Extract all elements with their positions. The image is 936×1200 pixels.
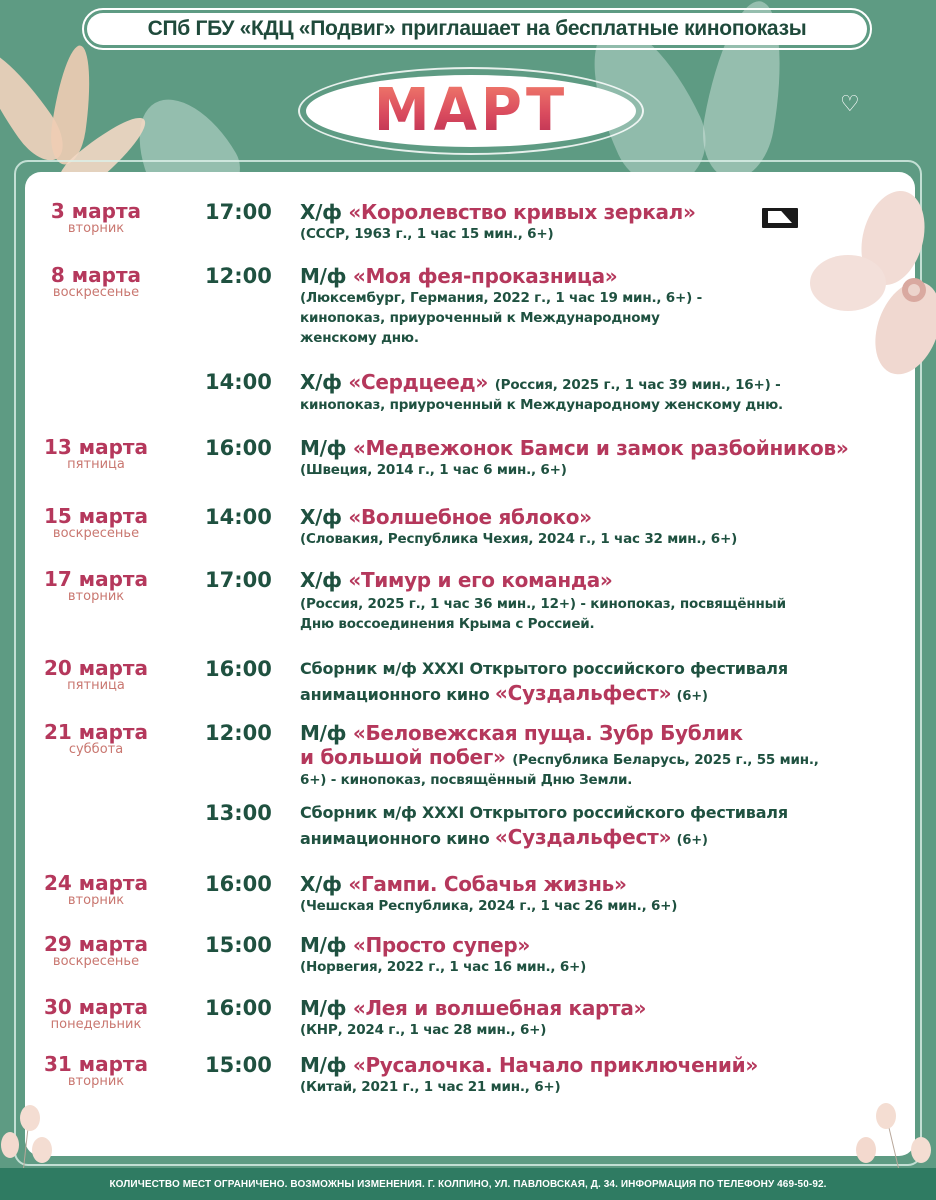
film-title: и большой побег» <box>300 745 506 769</box>
film-details: 6+) - кинопоказ, посвящённый Дню Земли. <box>300 772 633 788</box>
film-type: М/ф <box>300 933 347 957</box>
time: 15:00 <box>205 1053 272 1077</box>
film-title: «Русалочка. Начало приключений» <box>352 1053 758 1077</box>
date: 15 марта <box>43 504 149 528</box>
film-details: Сборник м/ф XXXI Открытого российского фестиваля <box>300 659 788 678</box>
film-title: «Волшебное яблоко» <box>348 505 592 529</box>
time: 17:00 <box>205 200 272 224</box>
date: 8 марта <box>50 263 142 287</box>
time: 14:00 <box>205 505 272 529</box>
date: 13 марта <box>43 435 149 459</box>
film-type: М/ф <box>300 996 347 1020</box>
film-details: кинопоказ, приуроченный к Международному <box>300 310 660 326</box>
time: 17:00 <box>205 568 272 592</box>
weekday: понедельник <box>50 1017 142 1032</box>
film-details: (Россия, 2025 г., 1 час 39 мин., 16+) - <box>494 377 781 393</box>
film-details: анимационного кино <box>300 685 490 704</box>
date: 20 марта <box>43 656 149 680</box>
film-details: (Норвегия, 2022 г., 1 час 16 мин., 6+) <box>300 959 587 975</box>
time: 12:00 <box>205 264 272 288</box>
film-type: М/ф <box>300 264 347 288</box>
film-type: Х/ф <box>300 872 342 896</box>
film-title: «Лея и волшебная карта» <box>352 996 647 1020</box>
film-title: «Медвежонок Бамси и замок разбойников» <box>352 436 849 460</box>
time: 13:00 <box>205 801 272 825</box>
time: 14:00 <box>205 370 272 394</box>
film-details: кинопоказ, приуроченный к Международному женскому дню. <box>300 397 783 413</box>
header-banner <box>82 8 872 50</box>
film-title: «Тимур и его команда» <box>348 568 613 592</box>
weekday: воскресенье <box>52 526 140 541</box>
film-details: (СССР, 1963 г., 1 час 15 мин., 6+) <box>300 226 554 242</box>
weekday: вторник <box>67 589 125 604</box>
time: 16:00 <box>205 872 272 896</box>
date: 24 марта <box>43 871 149 895</box>
film-type: Х/ф <box>300 568 342 592</box>
time: 12:00 <box>205 721 272 745</box>
film-type: Х/ф <box>300 370 342 394</box>
weekday: воскресенье <box>52 954 140 969</box>
film-title: «Гампи. Собачья жизнь» <box>348 872 627 896</box>
film-details: Сборник м/ф XXXI Открытого российского фестиваля <box>300 803 788 822</box>
film-details: женскому дню. <box>300 330 419 346</box>
date: 21 марта <box>43 720 149 744</box>
film-type: М/ф <box>300 1053 347 1077</box>
film-title: «Беловежская пуща. Зубр Бублик <box>352 721 743 745</box>
weekday: вторник <box>67 1074 125 1089</box>
time: 16:00 <box>205 436 272 460</box>
film-title: «Суздальфест» <box>494 681 672 705</box>
header-title: СПб ГБУ «КДЦ «Подвиг» приглашает на бесплатные кинопоказы <box>87 13 867 45</box>
film-details: (Швеция, 2014 г., 1 час 6 мин., 6+) <box>300 462 567 478</box>
film-type: М/ф <box>300 436 347 460</box>
date: 29 марта <box>43 932 149 956</box>
film-rating: (6+) <box>676 689 708 704</box>
film-details: (КНР, 2024 г., 1 час 28 мин., 6+) <box>300 1022 547 1038</box>
weekday: пятница <box>67 457 125 472</box>
weekday: воскресенье <box>52 285 140 300</box>
weekday: суббота <box>68 742 124 757</box>
film-title: «Суздальфест» <box>494 825 672 849</box>
film-title: «Моя фея-проказница» <box>352 264 618 288</box>
month-badge <box>298 67 644 155</box>
film-details: (Словакия, Республика Чехия, 2024 г., 1 час 32 мин., 6+) <box>300 531 738 547</box>
film-title: «Королевство кривых зеркал» <box>348 200 696 224</box>
date: 17 марта <box>43 567 149 591</box>
date: 31 марта <box>43 1052 149 1076</box>
weekday: вторник <box>67 221 125 236</box>
weekday: вторник <box>67 893 125 908</box>
weekday: пятница <box>67 678 125 693</box>
film-details: (Республика Беларусь, 2025 г., 55 мин., <box>512 752 819 768</box>
film-details: (Китай, 2021 г., 1 час 21 мин., 6+) <box>300 1079 561 1095</box>
film-type: М/ф <box>300 721 347 745</box>
film-title: «Просто супер» <box>352 933 531 957</box>
film-rating: (6+) <box>676 833 708 848</box>
film-type: Х/ф <box>300 505 342 529</box>
film-title: «Сердцеед» <box>348 370 489 394</box>
time: 16:00 <box>205 996 272 1020</box>
film-details: (Россия, 2025 г., 1 час 36 мин., 12+) - кинопоказ, посвящённый <box>300 596 786 612</box>
film-details: (Чешская Республика, 2024 г., 1 час 26 мин., 6+) <box>300 898 678 914</box>
time: 16:00 <box>205 657 272 681</box>
film-details: (Люксембург, Германия, 2022 г., 1 час 19 мин., 6+) - <box>300 290 702 306</box>
date: 3 марта <box>50 199 142 223</box>
film-details: анимационного кино <box>300 829 490 848</box>
time: 15:00 <box>205 933 272 957</box>
date: 30 марта <box>43 995 149 1019</box>
heart-icon: ♡ <box>840 92 860 117</box>
month-title: МАРТ <box>373 76 569 145</box>
film-type: Х/ф <box>300 200 342 224</box>
footer-notice: КОЛИЧЕСТВО МЕСТ ОГРАНИЧЕНО. ВОЗМОЖНЫ ИЗМЕНЕНИЯ. Г. КОЛПИНО, УЛ. ПАВЛОВСКАЯ, Д. 34. ИНФОРМАЦИЯ ПО ТЕЛЕФОНУ 469-50-92. <box>0 1168 936 1200</box>
film-details: Дню воссоединения Крыма с Россией. <box>300 616 595 632</box>
